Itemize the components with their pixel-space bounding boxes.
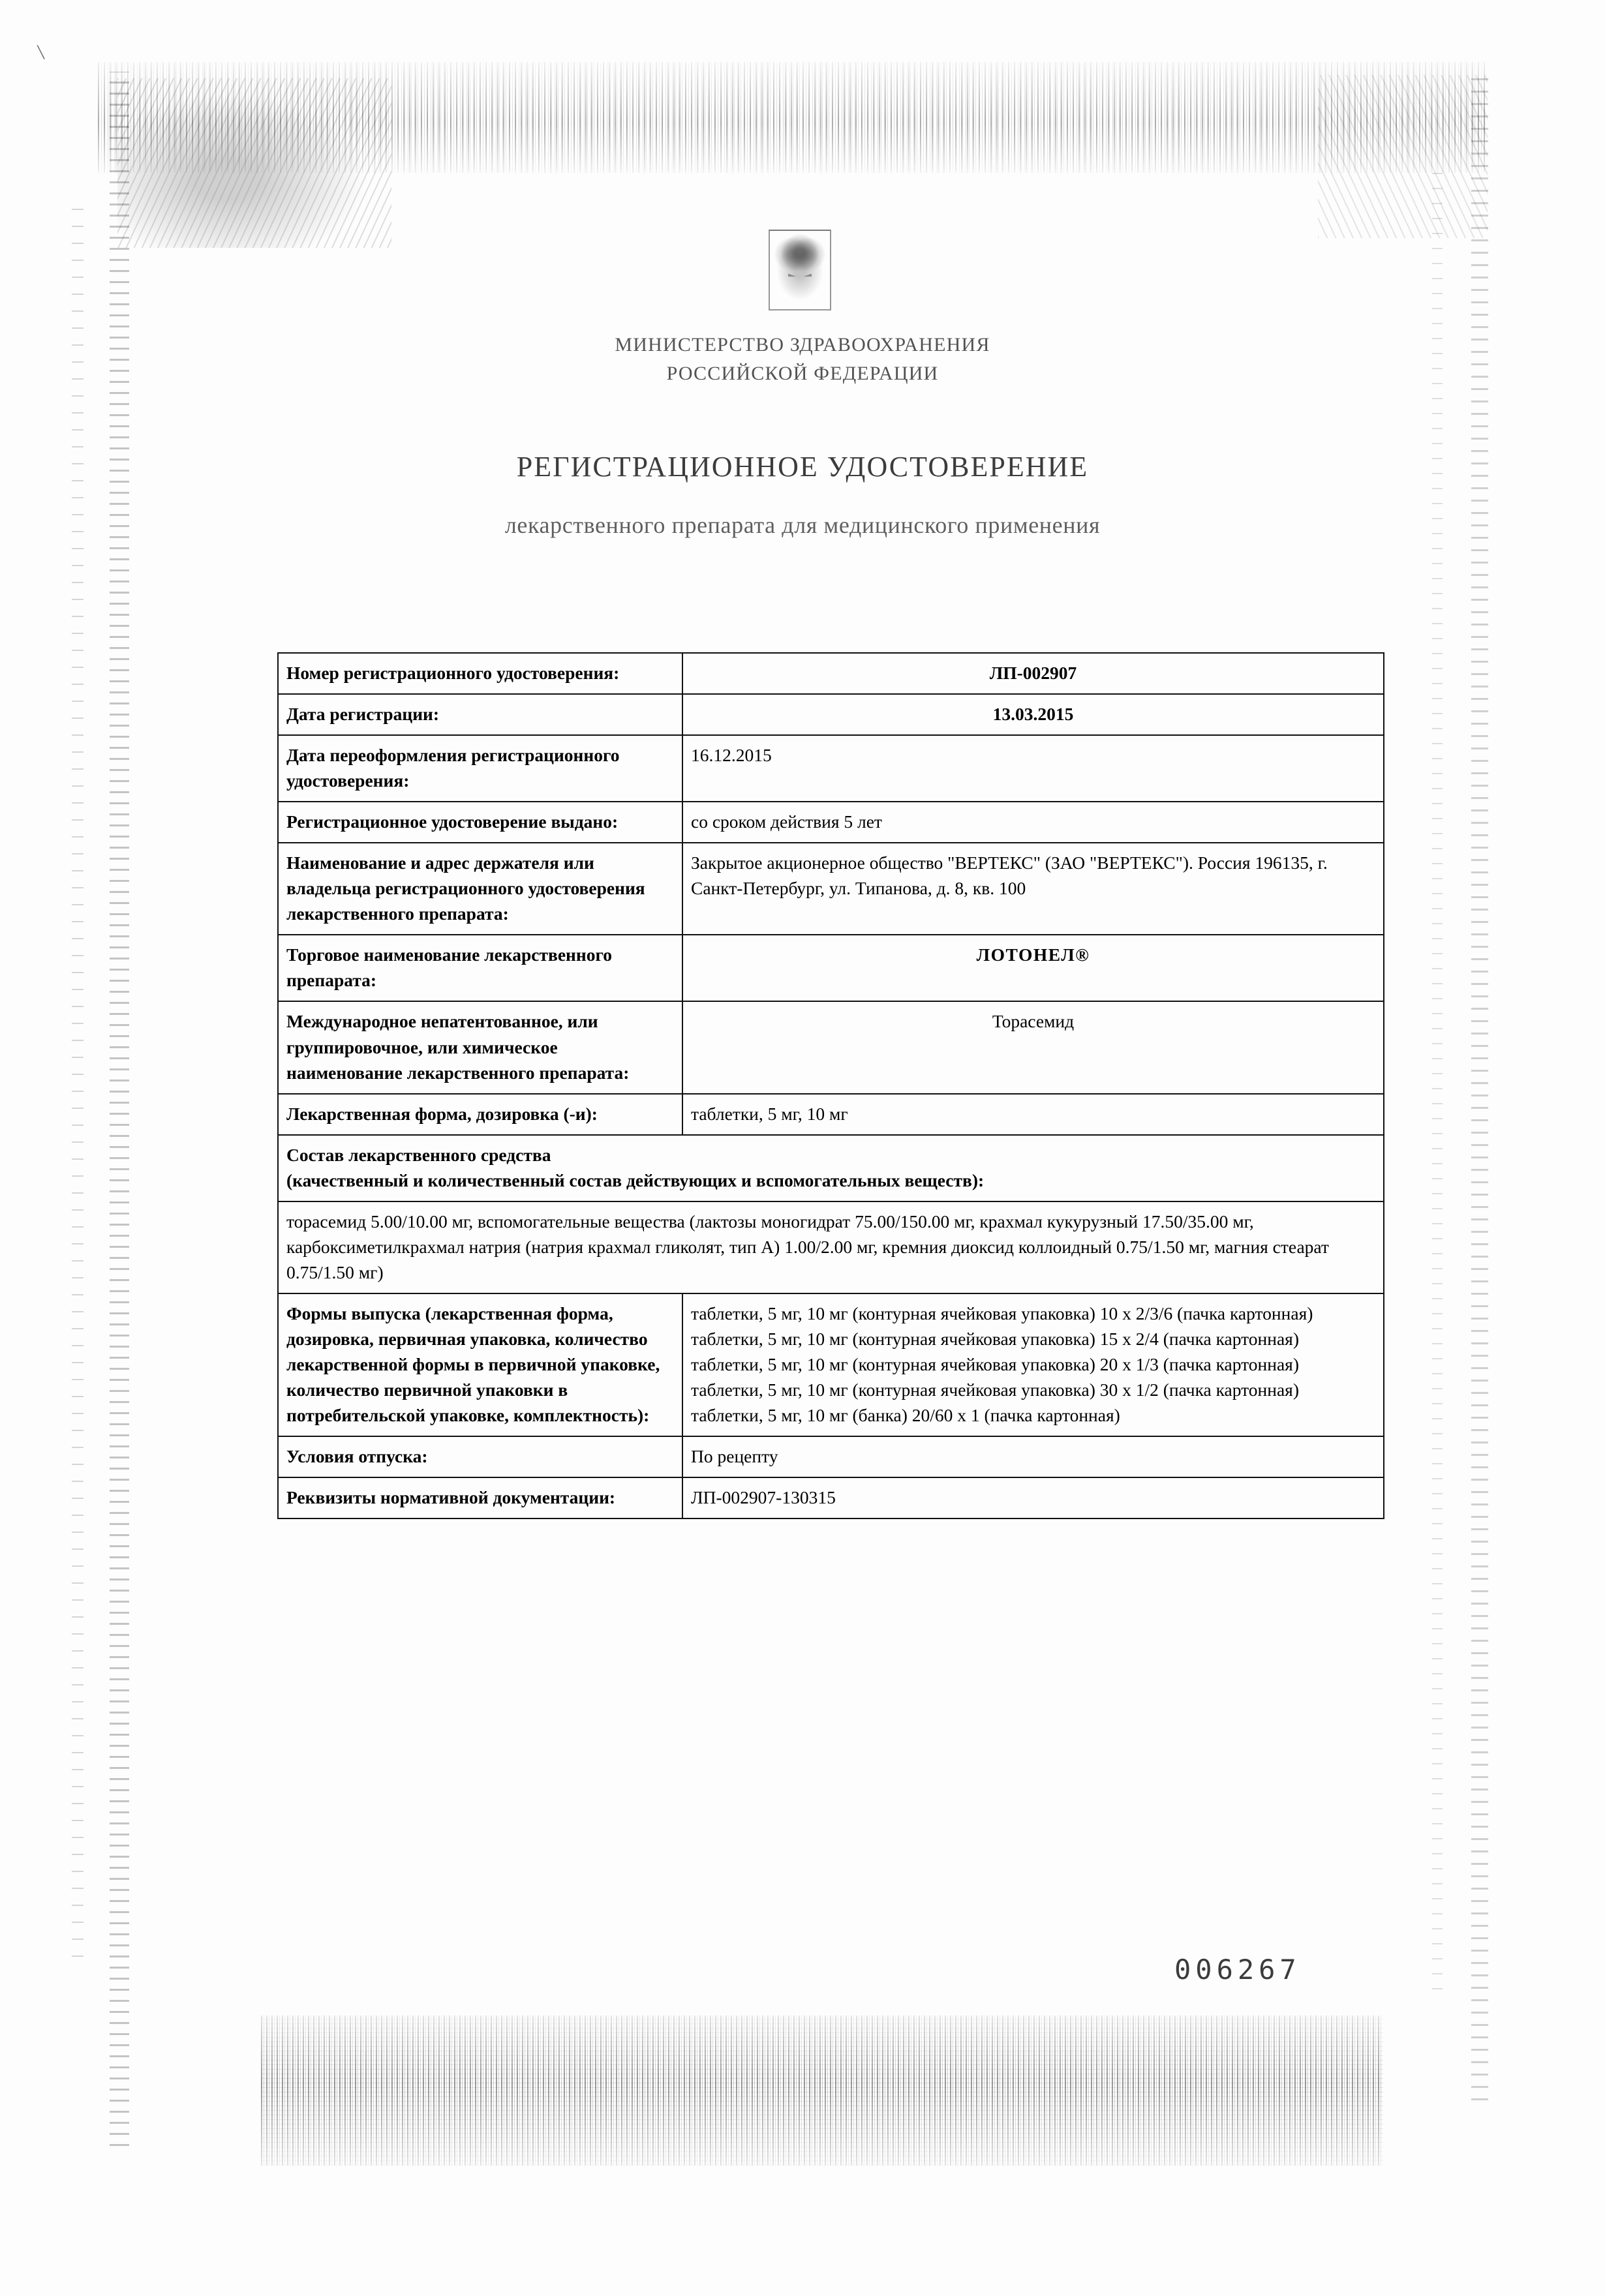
packaging-line: таблетки, 5 мг, 10 мг (контурная ячейковая упаковка) 20 х 1/3 (пачка картонная)	[691, 1353, 1299, 1374]
table-row-reg-date	[278, 694, 1384, 735]
packaging-line: таблетки, 5 мг, 10 мг (контурная ячейковая упаковка) 30 х 1/2 (пачка картонная)	[691, 1380, 1299, 1400]
packaging-line: таблетки, 5 мг, 10 мг (контурная ячейковая упаковка) 10 х 2/3/6 (пачка картонная)	[691, 1303, 1313, 1323]
value-reg-date: 13.03.2015	[682, 694, 1384, 735]
coat-of-arms-icon	[769, 230, 831, 310]
table-row-composition-header	[278, 1135, 1384, 1201]
table-row-composition-body	[278, 1201, 1384, 1293]
packaging-line: таблетки, 5 мг, 10 мг (контурная ячейковая упаковка) 15 х 2/4 (пачка картонная)	[691, 1328, 1299, 1349]
value-dosage-form: таблетки, 5 мг, 10 мг	[682, 1094, 1384, 1135]
table-row-reg-number	[278, 653, 1384, 694]
table-row-issued-with	[278, 802, 1384, 843]
value-normative-doc: ЛП-002907-130315	[682, 1477, 1384, 1518]
value-trade-name: ЛОТОНЕЛ®	[682, 935, 1384, 1001]
label-normative-doc: Реквизиты нормативной документации:	[278, 1477, 682, 1518]
scan-noise-right-outer	[1432, 163, 1443, 1989]
table-row-holder	[278, 843, 1384, 935]
ministry-line-2: РОССИЙСКОЙ ФЕДЕРАЦИИ	[666, 363, 939, 384]
document-subtitle: лекарственного препарата для медицинского применения	[504, 512, 1101, 538]
value-reg-number: ЛП-002907	[682, 653, 1384, 694]
scan-noise-top	[98, 62, 1488, 173]
composition-header-line-2: (качественный и количественный состав действующих и вспомогательных веществ):	[286, 1170, 985, 1190]
composition-body: торасемид 5.00/10.00 мг, вспомогательные вещества (лактозы моногидрат 75.00/150.00 мг, крахмал кукурузный 17.50/35.00 мг, карбоксиметилкрахмал натрия (натрия крахмал гликолят, тип А) 1.00/2.00 мг, кремния диоксид коллоидный 0.75/1.50 мг, магния стеарат 0.75/1.50 мг)	[278, 1201, 1384, 1293]
scan-noise-bottom	[261, 2016, 1383, 2166]
table-row-trade-name	[278, 935, 1384, 1001]
label-reissue-date: Дата переоформления регистрационного удостоверения:	[278, 735, 682, 802]
label-reg-number: Номер регистрационного удостоверения:	[278, 653, 682, 694]
label-issued-with: Регистрационное удостоверение выдано:	[278, 802, 682, 843]
label-reg-date: Дата регистрации:	[278, 694, 682, 735]
label-dosage-form: Лекарственная форма, дозировка (-и):	[278, 1094, 682, 1135]
label-inn: Международное непатентованное, или группировочное, или химическое наименование лекарственного препарата:	[278, 1001, 682, 1093]
stray-pen-mark: \	[36, 40, 46, 65]
table-row-inn	[278, 1001, 1384, 1093]
certificate-table	[277, 652, 1384, 1519]
table-row-dispensing	[278, 1436, 1384, 1477]
composition-header-cell	[278, 1135, 1384, 1201]
label-dispensing: Условия отпуска:	[278, 1436, 682, 1477]
scan-noise-corner-right	[1318, 75, 1488, 238]
value-reissue-date: 16.12.2015	[682, 735, 1384, 802]
value-inn: Торасемид	[682, 1001, 1384, 1093]
table-row-packaging	[278, 1293, 1384, 1436]
composition-header-line-1: Состав лекарственного средства	[286, 1144, 551, 1165]
value-packaging	[682, 1293, 1384, 1436]
label-holder: Наименование и адрес держателя или владельца регистрационного удостоверения лекарственного препарата:	[278, 843, 682, 935]
label-packaging: Формы выпуска (лекарственная форма, дозировка, первичная упаковка, количество лекарственной формы в первичной упаковке, количество первичной упаковки в потребительской упаковке, комплектность):	[278, 1293, 682, 1436]
document-serial-number: 006267	[1174, 1954, 1301, 1986]
value-issued-with: со сроком действия 5 лет	[682, 802, 1384, 843]
document-title: РЕГИСТРАЦИОННОЕ УДОСТОВЕРЕНИЕ	[516, 451, 1089, 483]
value-holder: Закрытое акционерное общество "ВЕРТЕКС" (ЗАО "ВЕРТЕКС"). Россия 196135, г. Санкт-Петербург, ул. Типанова, д. 8, кв. 100	[682, 843, 1384, 935]
value-dispensing: По рецепту	[682, 1436, 1384, 1477]
table-row-reissue-date	[278, 735, 1384, 802]
table-row-dosage-form	[278, 1094, 1384, 1135]
label-trade-name: Торговое наименование лекарственного препарата:	[278, 935, 682, 1001]
scan-noise-corner-left	[117, 78, 391, 248]
ministry-line-1: МИНИСТЕРСТВО ЗДРАВООХРАНЕНИЯ	[615, 334, 990, 355]
table-row-normative-doc	[278, 1477, 1384, 1518]
packaging-line: таблетки, 5 мг, 10 мг (банка) 20/60 х 1 (пачка картонная)	[691, 1405, 1120, 1426]
